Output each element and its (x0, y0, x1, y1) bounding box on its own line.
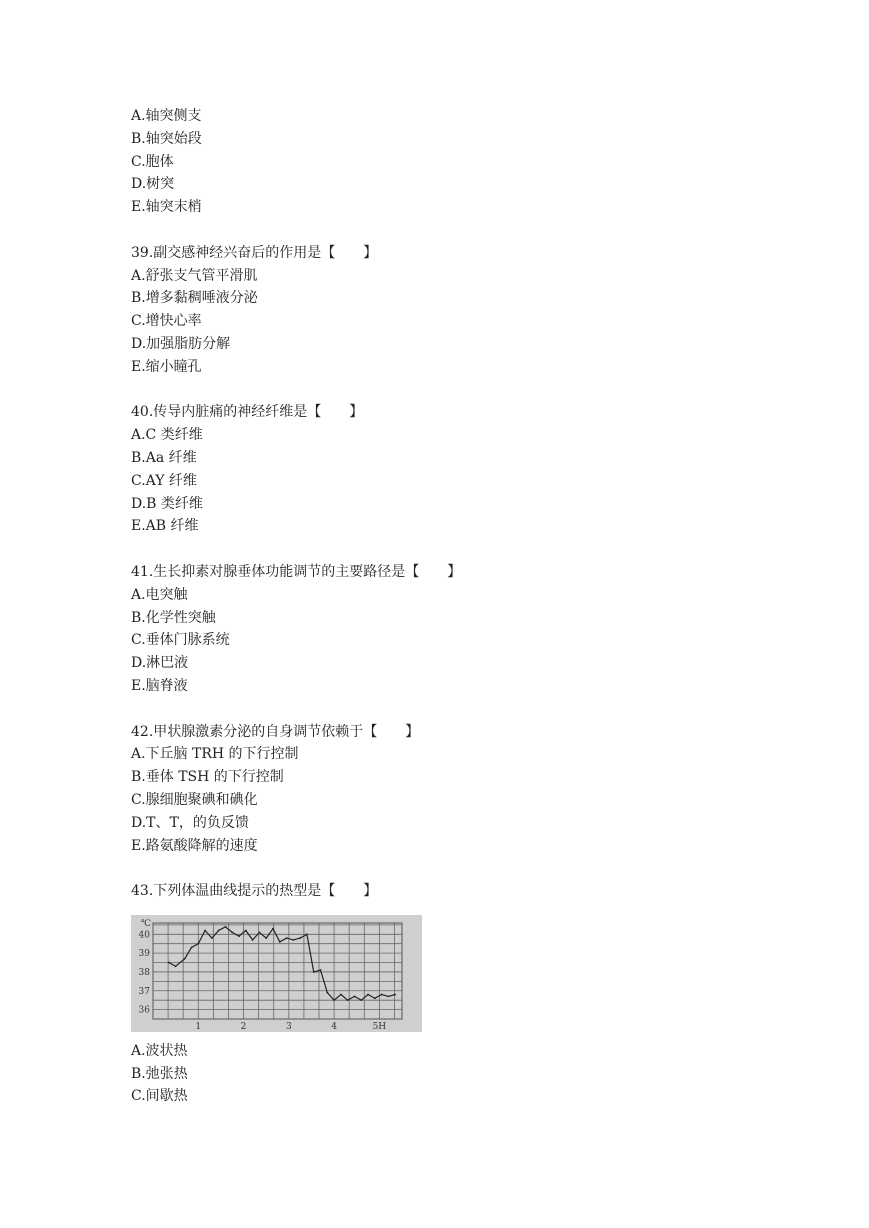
y-tick-label: 36 (138, 1005, 150, 1016)
option-d: D.T、T，的负反馈 (131, 814, 249, 831)
y-tick-label: 37 (138, 986, 150, 997)
temperature-point (299, 937, 301, 939)
question-stem: 42.甲状腺激素分泌的自身调节依赖于【 】 (131, 723, 420, 740)
option-c: C.间歇热 (131, 1088, 188, 1105)
temperature-point (374, 997, 376, 999)
exam-page (131, 105, 831, 1108)
option-e: E.缩小瞳孔 (131, 358, 202, 375)
spacer (131, 379, 831, 402)
temperature-point (394, 994, 396, 996)
temperature-point (388, 995, 390, 997)
temperature-point (204, 930, 206, 932)
x-tick-labels (195, 1022, 386, 1032)
spacer (131, 698, 831, 721)
temperature-point (231, 931, 233, 933)
question-stem: 43.下列体温曲线提示的热型是【 】 (131, 883, 378, 900)
option-d: D.树突 (131, 176, 175, 193)
temperature-series-line (169, 927, 395, 1000)
temperature-point (252, 939, 254, 941)
option-b: B.化学性突触 (131, 609, 216, 626)
option-b: B.增多黏稠唾液分泌 (131, 290, 258, 307)
option-b: B.垂体 TSH 的下行控制 (131, 769, 284, 786)
option-b: B.Aa 纤维 (131, 449, 197, 466)
temperature-point (258, 931, 260, 933)
option-c: C.AY 纤维 (131, 472, 197, 489)
temperature-point (292, 939, 294, 941)
temperature-point (191, 946, 193, 948)
temperature-point (347, 999, 349, 1001)
option-a: A.波状热 (131, 1042, 188, 1059)
x-tick-label: 4 (331, 1021, 337, 1032)
question-stem: 40.传导内脏痛的神经纤维是【 】 (131, 404, 364, 421)
y-tick-label: 40 (138, 930, 150, 941)
temperature-point (326, 992, 328, 994)
temperature-point (272, 928, 274, 930)
temperature-point (218, 930, 220, 932)
temperature-point (354, 995, 356, 997)
option-c: C.腺细胞聚碘和碘化 (131, 791, 258, 808)
temperature-point (245, 930, 247, 932)
temperature-chart-svg (131, 915, 422, 1032)
temperature-point (225, 926, 227, 928)
temperature-point (238, 935, 240, 937)
question-41 (131, 561, 831, 698)
temperature-point (360, 999, 362, 1001)
option-c: C.垂体门脉系统 (131, 632, 230, 649)
temperature-point (265, 937, 267, 939)
question-43-options (131, 1040, 831, 1108)
question-stem: 39.副交感神经兴奋后的作用是【 】 (131, 244, 378, 261)
spacer (131, 538, 831, 561)
option-b: B.轴突始段 (131, 130, 202, 147)
option-d: D.淋巴液 (131, 655, 189, 672)
option-a: A.C 类纤维 (131, 427, 203, 444)
x-tick-label: 2 (240, 1021, 247, 1032)
temperature-point (340, 994, 342, 996)
temperature-point (286, 937, 288, 939)
option-d: D.加强脂肪分解 (131, 335, 231, 352)
temperature-chart (131, 915, 422, 1032)
option-b: B.弛张热 (131, 1065, 188, 1082)
temperature-point (333, 999, 335, 1001)
temperature-point (197, 943, 199, 945)
x-tick-label: 5H (372, 1021, 387, 1032)
option-a: A.下丘脑 TRH 的下行控制 (131, 746, 299, 763)
y-tick-label: 38 (138, 967, 150, 978)
temperature-point (184, 958, 186, 960)
question-38-options (131, 105, 831, 219)
temperature-point (211, 937, 213, 939)
temperature-point (175, 965, 177, 967)
y-unit-label: ℃ (141, 918, 152, 929)
temperature-point (367, 994, 369, 996)
temperature-point (313, 971, 315, 973)
option-e: E.路氨酸降解的速度 (131, 837, 258, 854)
x-tick-label: 1 (195, 1021, 202, 1032)
option-c: C.增快心率 (131, 313, 202, 330)
temperature-point (306, 933, 308, 935)
question-stem: 41.生长抑素对腺垂体功能调节的主要路径是【 】 (131, 563, 462, 580)
temperature-point (168, 962, 170, 964)
question-42 (131, 721, 831, 858)
option-a: A.舒张支气管平滑肌 (131, 267, 258, 284)
temperature-point (320, 969, 322, 971)
option-a: A.轴突侧支 (131, 108, 202, 124)
question-43 (131, 880, 831, 1108)
x-tick-label: 3 (285, 1021, 292, 1032)
temperature-point (381, 994, 383, 996)
y-tick-labels (139, 930, 151, 1015)
spacer (131, 219, 831, 242)
option-e: E.轴突末梢 (131, 199, 202, 216)
temperature-point (279, 941, 281, 943)
chart-marks (168, 926, 396, 1001)
option-e: E.AB 纤维 (131, 518, 199, 535)
option-e: E.脑脊液 (131, 677, 188, 694)
question-40 (131, 401, 831, 538)
y-tick-label: 39 (138, 949, 150, 960)
option-a: A.电突触 (131, 586, 188, 603)
question-39 (131, 242, 831, 379)
spacer (131, 857, 831, 880)
option-d: D.B 类纤维 (131, 495, 203, 512)
option-c: C.胞体 (131, 153, 174, 170)
